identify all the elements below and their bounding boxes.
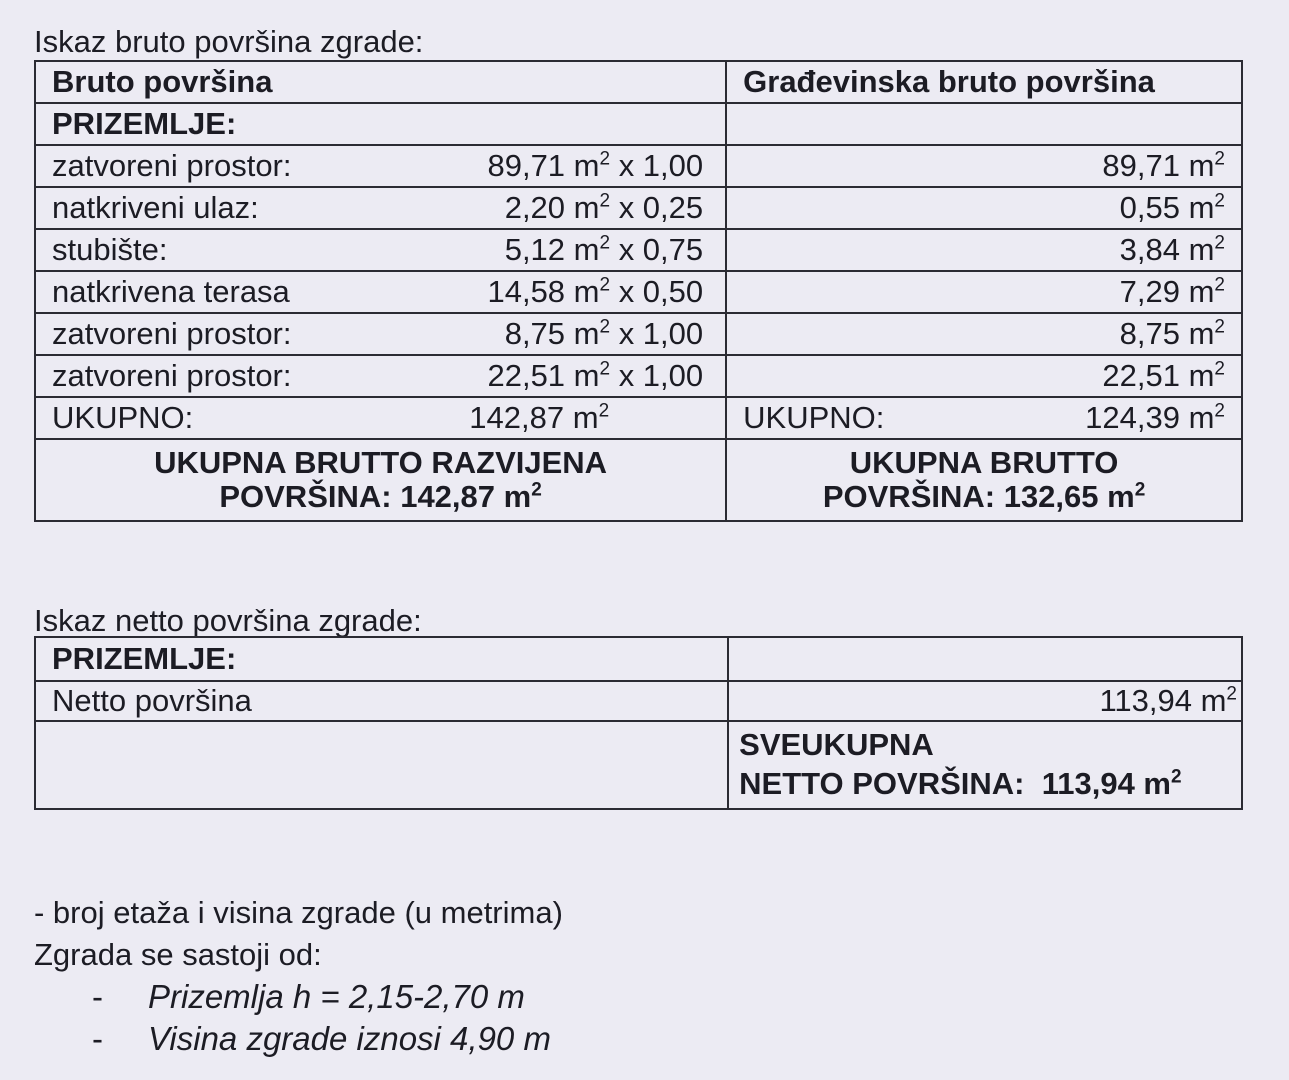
exponent: 2 — [1226, 683, 1237, 705]
table-row — [35, 187, 1242, 229]
exponent: 2 — [1214, 148, 1225, 170]
total-right-line1: UKUPNA BRUTTO — [849, 444, 1119, 480]
total-left-line2: POVRŠINA: 142,87 m — [219, 479, 532, 514]
row-result: 0,55 m — [1119, 189, 1215, 225]
table-row — [35, 355, 1242, 397]
row-result: 8,75 m — [1119, 315, 1215, 351]
row-name: natkriveni ulaz: — [52, 189, 259, 225]
header-bruto-area: Bruto površina — [35, 61, 726, 103]
row-factor: x 1,00 — [618, 147, 704, 183]
floor-label: PRIZEMLJE: — [35, 637, 728, 681]
exponent: 2 — [1214, 232, 1225, 254]
list-item-text: Visina zgrade iznosi 4,90 m — [148, 1020, 551, 1057]
row-factor: x 1,00 — [618, 315, 704, 351]
exponent: 2 — [599, 274, 611, 296]
total-left — [35, 439, 726, 521]
row-result: 89,71 m — [1102, 147, 1215, 183]
list-item — [92, 976, 563, 1018]
row-name: zatvoreni prostor: — [52, 147, 292, 183]
row-factor: x 0,25 — [618, 189, 704, 225]
list-item-text: Prizemlja h = 2,15-2,70 m — [148, 978, 525, 1015]
total-right — [726, 439, 1242, 521]
sum-left-label: UKUPNO: — [52, 399, 194, 435]
row-factor: x 0,50 — [618, 273, 704, 309]
exponent: 2 — [1134, 479, 1146, 501]
list-item — [92, 1018, 563, 1060]
sum-row — [35, 397, 1242, 439]
total-row — [35, 721, 1242, 809]
row-factor: x 1,00 — [618, 357, 704, 393]
netto-row-value: 113,94 m — [1099, 682, 1227, 718]
bruto-section-title: Iskaz bruto površina zgrade: — [34, 24, 424, 59]
table-row — [35, 145, 1242, 187]
exponent: 2 — [599, 190, 611, 212]
exponent: 2 — [1214, 274, 1225, 296]
floor-row — [35, 103, 1242, 145]
exponent: 2 — [1214, 358, 1225, 380]
netto-area-table — [34, 636, 1243, 810]
empty-cell — [726, 103, 1242, 145]
netto-total — [728, 721, 1242, 809]
table-header-row — [35, 61, 1242, 103]
list-dash: - — [92, 1020, 103, 1057]
row-name: stubište: — [52, 231, 168, 267]
row-name: zatvoreni prostor: — [52, 315, 292, 351]
row-area: 5,12 m — [504, 231, 600, 267]
netto-row-label: Netto površina — [35, 681, 728, 721]
exponent: 2 — [1171, 766, 1182, 788]
sum-left-value: 142,87 m — [469, 399, 599, 435]
row-area: 14,58 m — [487, 273, 600, 309]
exponent: 2 — [599, 232, 611, 254]
row-area: 8,75 m — [504, 315, 600, 351]
header-building-bruto-area: Građevinska bruto površina — [726, 61, 1242, 103]
row-area: 22,51 m — [487, 357, 600, 393]
building-notes — [34, 892, 563, 1060]
exponent: 2 — [1214, 190, 1225, 212]
netto-section-title: Iskaz netto površina zgrade: — [34, 603, 422, 638]
row-name: natkrivena terasa — [52, 273, 290, 309]
list-dash: - — [92, 978, 103, 1015]
row-area: 2,20 m — [504, 189, 600, 225]
total-left-line1: UKUPNA BRUTTO RAZVIJENA — [154, 444, 608, 480]
sum-right-value: 124,39 m — [1085, 399, 1215, 435]
total-right-line2: POVRŠINA: 132,65 m — [822, 479, 1135, 514]
exponent: 2 — [599, 358, 611, 380]
table-row — [35, 313, 1242, 355]
sum-right-label: UKUPNO: — [743, 399, 885, 435]
empty-cell — [728, 637, 1242, 681]
exponent: 2 — [599, 316, 611, 338]
exponent: 2 — [531, 479, 542, 501]
total-row — [35, 439, 1242, 521]
netto-total-line1: SVEUKUPNA — [739, 727, 934, 763]
floor-label: PRIZEMLJE: — [35, 103, 726, 145]
empty-cell — [35, 721, 728, 809]
row-factor: x 0,75 — [618, 231, 704, 267]
exponent: 2 — [1214, 316, 1225, 338]
bruto-area-table — [34, 60, 1243, 522]
exponent: 2 — [599, 148, 611, 170]
table-row — [35, 271, 1242, 313]
row-result: 22,51 m — [1102, 357, 1215, 393]
table-row — [35, 229, 1242, 271]
table-row — [35, 681, 1242, 721]
row-result: 7,29 m — [1119, 273, 1215, 309]
row-name: zatvoreni prostor: — [52, 357, 292, 393]
row-result: 3,84 m — [1119, 231, 1215, 267]
row-area: 89,71 m — [487, 147, 600, 183]
exponent: 2 — [1214, 400, 1225, 422]
exponent: 2 — [598, 400, 610, 422]
notes-line1: - broj etaža i visina zgrade (u metrima) — [34, 895, 563, 930]
notes-line2: Zgrada se sastoji od: — [34, 937, 322, 972]
netto-total-line2: NETTO POVRŠINA: 113,94 m — [739, 766, 1171, 801]
floor-row — [35, 637, 1242, 681]
